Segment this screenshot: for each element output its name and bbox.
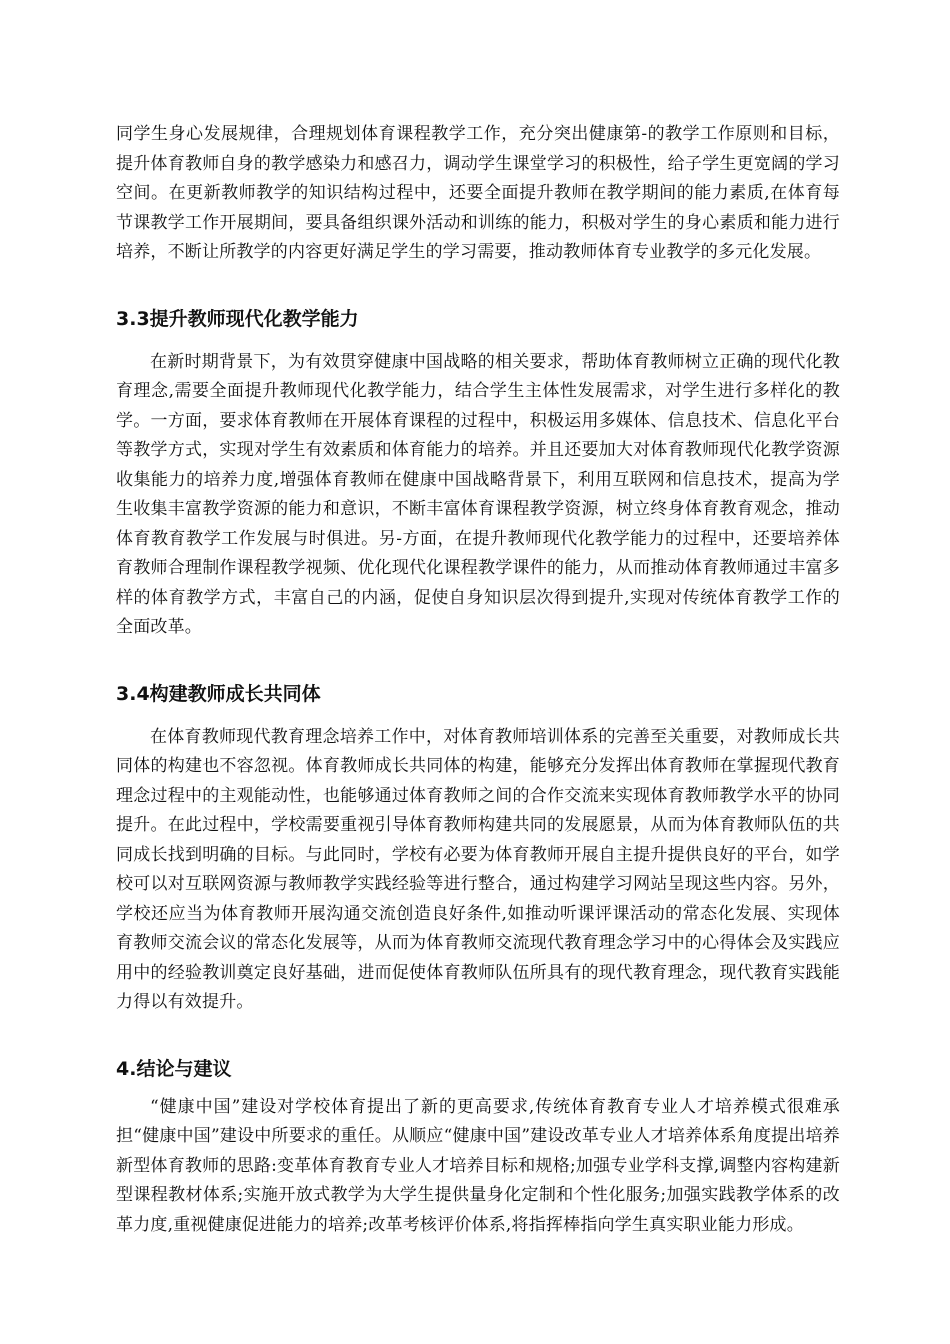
document-page (116, 120, 840, 1240)
section-heading-3-3: 3.3提升教师现代化教学能力 (116, 307, 359, 330)
continuation-paragraph: 同学生身心发展规律，合理规划体育课程教学工作，充分突出健康第-的教学工作原则和目标，提升体育教师自身的教学感染力和感召力，调动学生课堂学习的积极性，给子学生更宽阔的学习空间。在更新教师教学的知识结构过程中，还要全面提升教师在教学期间的能力素质,在体育每节课教学工作开展期间，要具备组织课外活动和训练的能力，积极对学生的身心素质和能力进行培养，不断让所教学的内容更好满足学生的学习需要，推动教师体育专业教学的多元化发展。 (116, 124, 840, 262)
section-body-3-3: 在新时期背景下，为有效贯穿健康中国战略的相关要求，帮助体育教师树立正确的现代化教育理念,需要全面提升教师现代化教学能力，结合学生主体性发展需求，对学生进行多样化的教学。一方面，要求体育教师在开展体育课程的过程中，积极运用多媒体、信息技术、信息化平台等教学方式，实现对学生有效素质和体育能力的培养。并且还要加大对体育教师现代化教学资源收集能力的培养力度,增强体育教师在健康中国战略背景下，利用互联网和信息技术，提高为学生收集丰富教学资源的能力和意识，不断丰富体育课程教学资源，树立终身体育教育观念，推动体育教育教学工作发展与时俱进。另-方面，在提升教师现代化教学能力的过程中，还要培养体育教师合理制作课程教学视频、优化现代化课程教学课件的能力，从而推动体育教师通过丰富多样的体育教学方式，丰富自己的内涵，促使自身知识层次得到提升,实现对传统体育教学工作的全面改革。 (116, 351, 840, 637)
section-heading-4: 4.结论与建议 (116, 1057, 232, 1080)
section-heading-3-4: 3.4构建教师成长共同体 (116, 682, 321, 705)
section-body-3-4: 在体育教师现代教育理念培养工作中，对体育教师培训体系的完善至关重要，对教师成长共同体的构建也不容忽视。体育教师成长共同体的构建，能够充分发挥出体育教师在掌握现代教育理念过程中的主观能动性，也能够通过体育教师之间的合作交流来实现体育教师教学水平的协同提升。在此过程中，学校需要重视引导体育教师构建共同的发展愿景，从而为体育教师队伍的共同成长找到明确的目标。与此同时，学校有必要为体育教师开展自主提升提供良好的平台，如学校可以对互联网资源与教师教学实践经验等进行整合，通过构建学习网站呈现这些内容。另外，学校还应当为体育教师开展沟通交流创造良好条件,如推动听课评课活动的常态化发展、实现体育教师交流会议的常态化发展等，从而为体育教师交流现代教育理念学习中的心得体会及实践应用中的经验教训奠定良好基础，进而促使体育教师队伍所具有的现代教育理念，现代教育实践能力得以有效提升。 (116, 726, 840, 1012)
section-body-4: “健康中国”建设对学校体育提出了新的更高要求,传统体育教育专业人才培养模式很难承担“健康中国”建设中所要求的重任。从顺应“健康中国”建设改革专业人才培养体系角度提出培养新型体育教师的思路:变革体育教育专业人才培养目标和规格;加强专业学科支撑,调整内容构建新型课程教材体系;实施开放式教学为大学生提供量身化定制和个性化服务;加强实践教学体系的改革力度,重视健康促进能力的培养;改革考核评价体系,将指挥棒指向学生真实职业能力形成。 (116, 1096, 840, 1235)
